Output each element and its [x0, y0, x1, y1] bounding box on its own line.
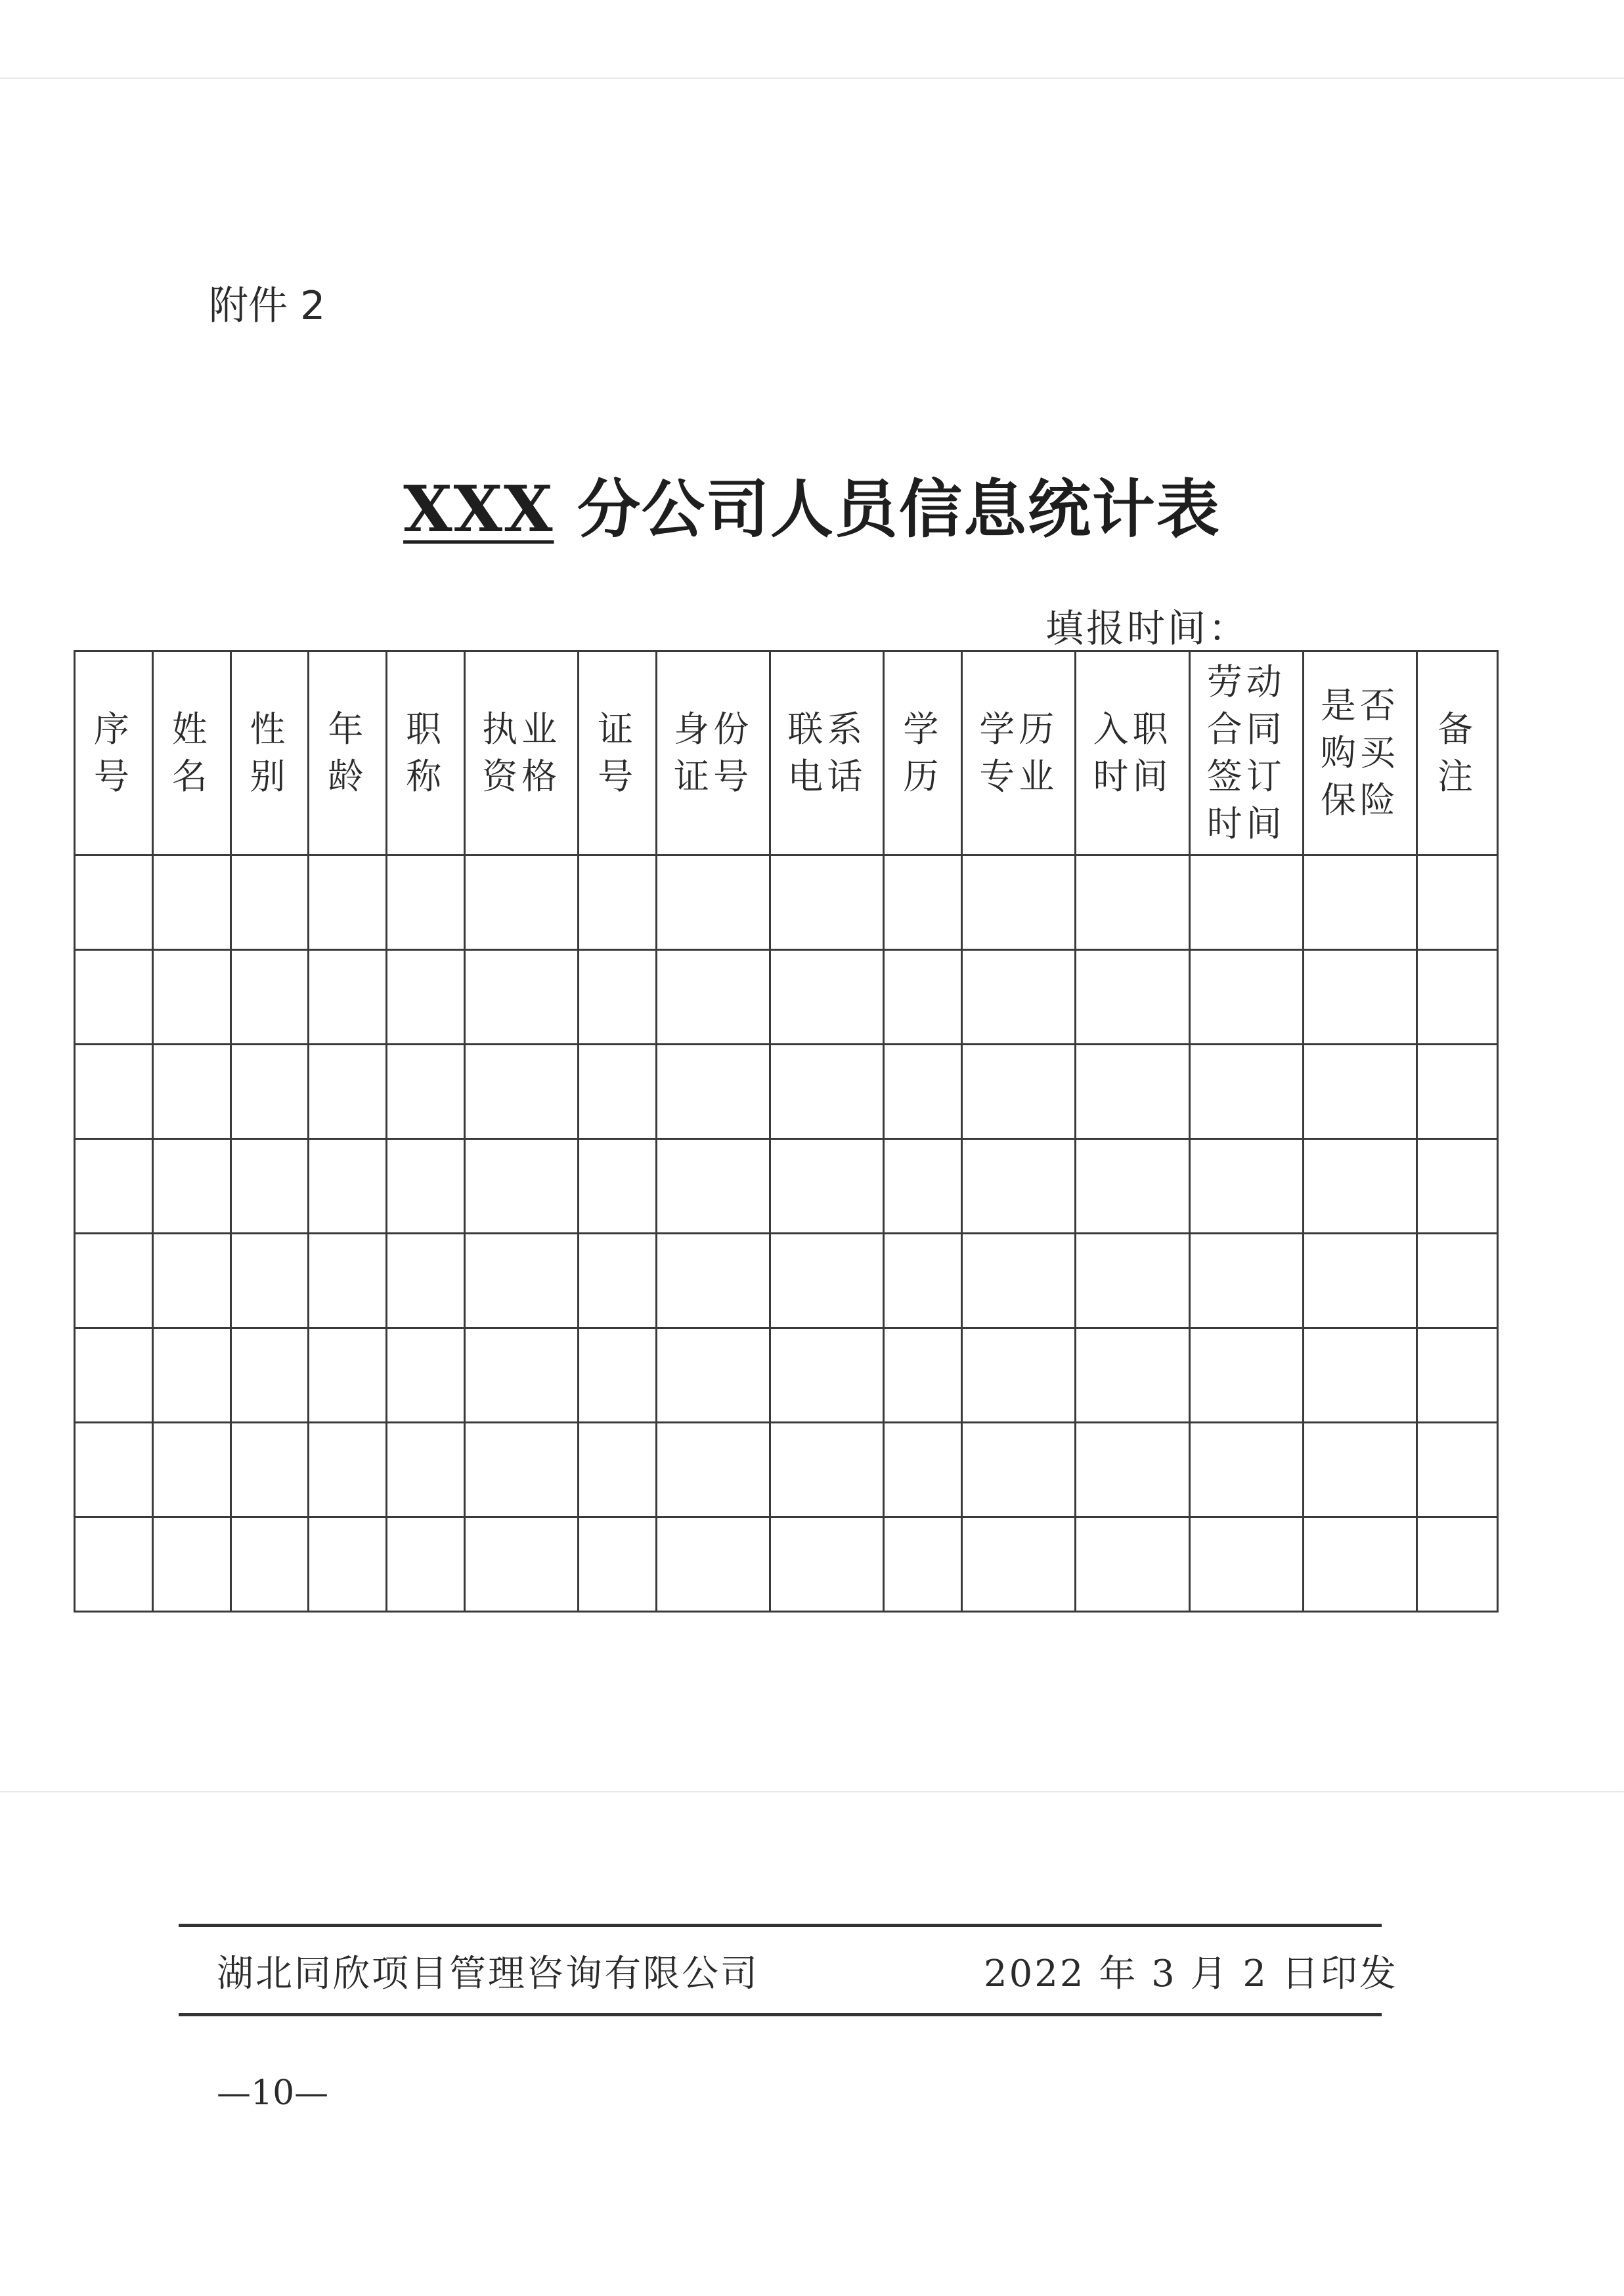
table-cell[interactable] [1303, 1328, 1416, 1423]
column-header: 学 历 [884, 651, 962, 856]
table-cell[interactable] [152, 1139, 230, 1234]
table-cell[interactable] [230, 1045, 309, 1139]
table-row [75, 1517, 1498, 1612]
table-row [75, 1234, 1498, 1328]
table-cell[interactable] [1076, 1517, 1189, 1612]
personnel-info-table [74, 650, 1499, 1613]
table-cell[interactable] [1189, 1328, 1303, 1423]
table-cell[interactable] [152, 856, 230, 950]
table-cell[interactable] [387, 1045, 465, 1139]
column-header: 学历 专业 [962, 651, 1076, 856]
table-cell[interactable] [770, 856, 884, 950]
table-cell[interactable] [1189, 1423, 1303, 1517]
table-cell[interactable] [1303, 1517, 1416, 1612]
table-cell[interactable] [75, 1423, 153, 1517]
column-header: 职 称 [387, 651, 465, 856]
table-cell[interactable] [884, 1328, 962, 1423]
column-header: 姓 名 [152, 651, 230, 856]
table-cell[interactable] [465, 1517, 579, 1612]
table-cell[interactable] [579, 950, 657, 1045]
table-cell[interactable] [152, 1423, 230, 1517]
column-header: 联系 电话 [770, 651, 884, 856]
table-header-row [75, 651, 1498, 856]
table-cell[interactable] [152, 950, 230, 1045]
table-cell[interactable] [1189, 1234, 1303, 1328]
table-cell[interactable] [152, 1045, 230, 1139]
column-header: 性 别 [230, 651, 309, 856]
table-cell[interactable] [465, 856, 579, 950]
title-placeholder: XXX [403, 472, 554, 546]
attachment-label: 附件 2 [209, 283, 326, 329]
table-cell[interactable] [657, 856, 770, 950]
table-cell[interactable] [962, 1139, 1076, 1234]
table-cell[interactable] [309, 1045, 387, 1139]
table-cell[interactable] [1417, 950, 1498, 1045]
column-header: 备 注 [1417, 651, 1498, 856]
table-cell[interactable] [657, 1423, 770, 1517]
table-cell[interactable] [387, 856, 465, 950]
table-cell[interactable] [75, 1045, 153, 1139]
table-cell[interactable] [465, 1045, 579, 1139]
table-cell[interactable] [230, 1517, 309, 1612]
table-cell[interactable] [1303, 1045, 1416, 1139]
table-cell[interactable] [884, 1517, 962, 1612]
table-cell[interactable] [230, 1423, 309, 1517]
table-cell[interactable] [657, 1234, 770, 1328]
table-cell[interactable] [1189, 950, 1303, 1045]
table-cell[interactable] [230, 1139, 309, 1234]
table-cell[interactable] [1189, 1045, 1303, 1139]
table-cell[interactable] [884, 856, 962, 950]
table-cell[interactable] [309, 1517, 387, 1612]
column-header: 年 龄 [309, 651, 387, 856]
table-cell[interactable] [1417, 856, 1498, 950]
table-cell[interactable] [962, 1045, 1076, 1139]
table-cell[interactable] [770, 1139, 884, 1234]
table-cell[interactable] [884, 1423, 962, 1517]
table-cell[interactable] [309, 950, 387, 1045]
table-cell[interactable] [884, 950, 962, 1045]
table-cell[interactable] [962, 1328, 1076, 1423]
table-cell[interactable] [579, 1045, 657, 1139]
table-cell[interactable] [1076, 950, 1189, 1045]
table-cell[interactable] [1076, 1139, 1189, 1234]
table-cell[interactable] [75, 856, 153, 950]
table-cell[interactable] [579, 1423, 657, 1517]
table-cell[interactable] [230, 1328, 309, 1423]
table-cell[interactable] [1417, 1423, 1498, 1517]
scan-fold-line [0, 1791, 1624, 1792]
table-cell[interactable] [770, 1328, 884, 1423]
table-cell[interactable] [75, 1234, 153, 1328]
table-cell[interactable] [309, 1139, 387, 1234]
table-cell[interactable] [152, 1328, 230, 1423]
table-cell[interactable] [75, 1517, 153, 1612]
table-row [75, 856, 1498, 950]
document-title [0, 460, 1624, 550]
table-cell[interactable] [962, 856, 1076, 950]
table-cell[interactable] [1417, 1328, 1498, 1423]
fill-time-label: 填报时间： [1045, 606, 1250, 651]
table-cell[interactable] [75, 1139, 153, 1234]
table-cell[interactable] [1303, 950, 1416, 1045]
table-cell[interactable] [1189, 856, 1303, 950]
column-header: 证 号 [579, 651, 657, 856]
footer-top-rule [179, 1924, 1382, 1927]
table-cell[interactable] [579, 1234, 657, 1328]
table-body [75, 856, 1498, 1612]
table-cell[interactable] [770, 1423, 884, 1517]
column-header: 身份 证号 [657, 651, 770, 856]
table-cell[interactable] [657, 1045, 770, 1139]
table-cell[interactable] [1076, 856, 1189, 950]
table-row [75, 1423, 1498, 1517]
table-cell[interactable] [1076, 1328, 1189, 1423]
table-cell[interactable] [770, 950, 884, 1045]
table-cell[interactable] [962, 950, 1076, 1045]
table-cell[interactable] [465, 950, 579, 1045]
table-cell[interactable] [1417, 1234, 1498, 1328]
table-cell[interactable] [1417, 1139, 1498, 1234]
table-cell[interactable] [962, 1234, 1076, 1328]
table-cell[interactable] [1303, 1139, 1416, 1234]
table-row [75, 1045, 1498, 1139]
table-cell[interactable] [387, 1423, 465, 1517]
table-cell[interactable] [657, 1517, 770, 1612]
table-cell[interactable] [309, 1328, 387, 1423]
table-cell[interactable] [884, 1139, 962, 1234]
title-text: 分公司人员信息统计表 [577, 472, 1221, 546]
table-cell[interactable] [465, 1139, 579, 1234]
table-cell[interactable] [884, 1045, 962, 1139]
table-cell[interactable] [1189, 1139, 1303, 1234]
table-cell[interactable] [1189, 1517, 1303, 1612]
table-cell[interactable] [309, 856, 387, 950]
table-cell[interactable] [309, 1234, 387, 1328]
table-cell[interactable] [1303, 1234, 1416, 1328]
table-cell[interactable] [962, 1423, 1076, 1517]
table-cell[interactable] [230, 1234, 309, 1328]
table-cell[interactable] [770, 1045, 884, 1139]
table-row [75, 950, 1498, 1045]
table-cell[interactable] [657, 1139, 770, 1234]
table-cell[interactable] [152, 1234, 230, 1328]
table-cell[interactable] [1417, 1045, 1498, 1139]
table-cell[interactable] [770, 1234, 884, 1328]
column-header: 是否 购买 保险 [1303, 651, 1416, 856]
table-cell[interactable] [1303, 856, 1416, 950]
table-cell[interactable] [465, 1423, 579, 1517]
scan-fold-line [0, 77, 1624, 79]
table-cell[interactable] [1303, 1423, 1416, 1517]
issue-date: 2022 年 3 月 2 日印发 [984, 1953, 1398, 1995]
table-cell[interactable] [152, 1517, 230, 1612]
column-header: 劳动 合同 签订 时间 [1189, 651, 1303, 856]
table-cell[interactable] [579, 1139, 657, 1234]
table-cell[interactable] [657, 1328, 770, 1423]
table-cell[interactable] [1076, 1423, 1189, 1517]
column-header: 入职 时间 [1076, 651, 1189, 856]
table-cell[interactable] [1076, 1045, 1189, 1139]
table-cell[interactable] [387, 1328, 465, 1423]
table-cell[interactable] [230, 950, 309, 1045]
table-cell[interactable] [387, 1234, 465, 1328]
table-cell[interactable] [962, 1517, 1076, 1612]
table-cell[interactable] [387, 1139, 465, 1234]
table-cell[interactable] [579, 856, 657, 950]
table-cell[interactable] [465, 1234, 579, 1328]
table-row [75, 1139, 1498, 1234]
table-cell[interactable] [579, 1328, 657, 1423]
table-cell[interactable] [230, 856, 309, 950]
table-cell[interactable] [770, 1517, 884, 1612]
page-number: —10— [217, 2073, 329, 2113]
table-cell[interactable] [309, 1423, 387, 1517]
table-cell[interactable] [75, 950, 153, 1045]
table-cell[interactable] [1076, 1234, 1189, 1328]
table-cell[interactable] [75, 1328, 153, 1423]
table-cell[interactable] [1417, 1517, 1498, 1612]
table-cell[interactable] [657, 950, 770, 1045]
table-cell[interactable] [387, 1517, 465, 1612]
table-cell[interactable] [387, 950, 465, 1045]
table-cell[interactable] [884, 1234, 962, 1328]
table-cell[interactable] [579, 1517, 657, 1612]
table-row [75, 1328, 1498, 1423]
publisher-name: 湖北同欣项目管理咨询有限公司 [217, 1953, 759, 1995]
footer-bottom-rule [179, 2013, 1382, 2016]
column-header: 序 号 [75, 651, 153, 856]
column-header: 执业 资格 [465, 651, 579, 856]
table-cell[interactable] [465, 1328, 579, 1423]
